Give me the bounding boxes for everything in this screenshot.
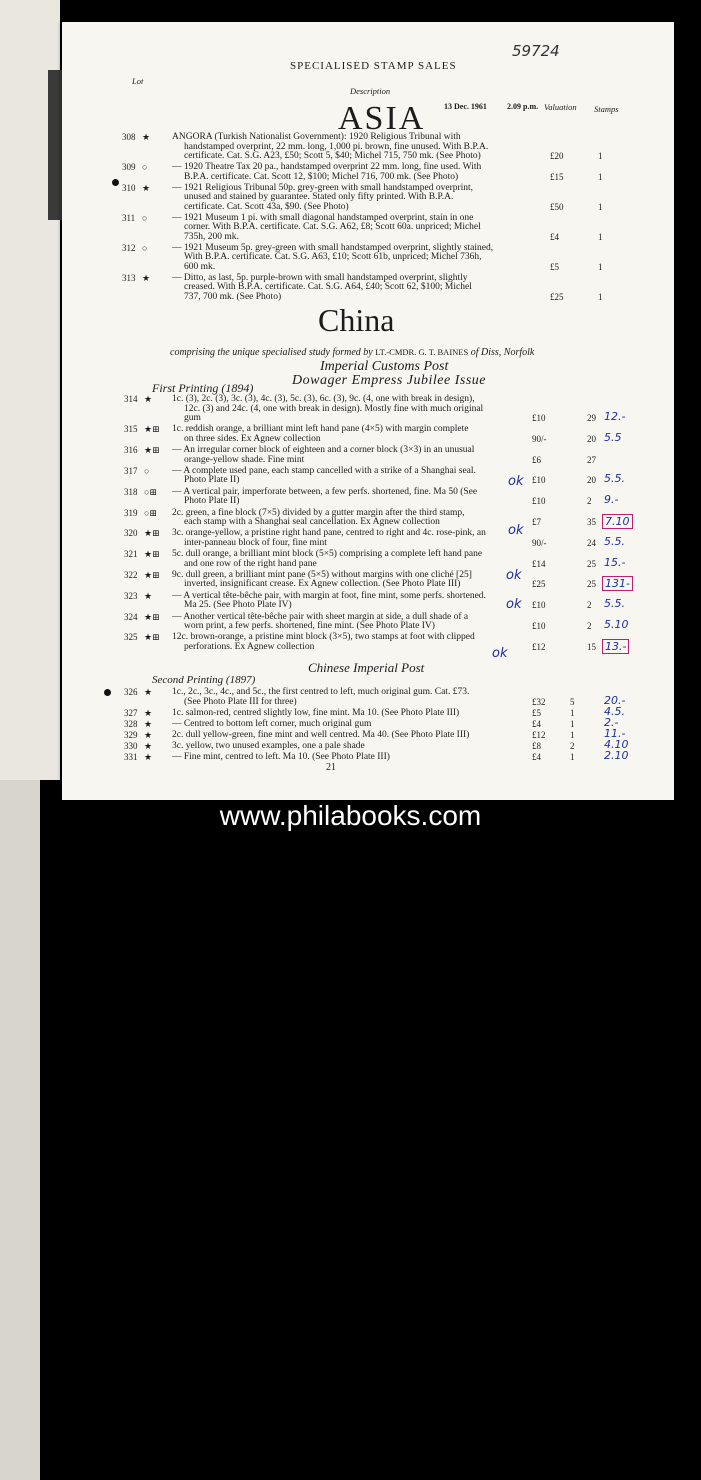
lot-stamps-count: 24	[587, 537, 596, 548]
column-description: Description	[350, 86, 391, 96]
lot-valuation: 90/-	[532, 433, 547, 444]
section-second-printing: Second Printing (1897)	[152, 674, 256, 686]
lot-number: 313	[122, 272, 136, 283]
condition-symbol: ★	[142, 132, 151, 142]
lot-description-line: 5c. dull orange, a brilliant mint block (5×5) comprising a complete left hand pane	[172, 549, 483, 560]
lot-description-line: B.P.A. certificate. Cat. Scott 12, $100; Michel 716, 700 mk. (See Photo)	[184, 171, 459, 182]
lot-number: 324	[124, 611, 138, 622]
lot-description-line: 1c. salmon-red, centred slightly low, fine mint. Ma 10. (See Photo Plate III)	[172, 707, 460, 718]
lot-description-line: inter-panneau block of four, fine mint	[184, 537, 327, 548]
lot-number: 323	[124, 590, 138, 601]
lot-number: 310	[122, 182, 136, 193]
lot-stamps-count: 1	[598, 231, 603, 242]
condition-symbol: ○⊞	[144, 486, 157, 497]
lot-valuation: £10	[532, 621, 546, 631]
lot-valuation: £5	[550, 261, 559, 272]
lot-stamps-count: 15	[587, 641, 596, 652]
lot-description-line: — 1921 Museum 5p. grey-green with small handstamped overprint, slightly stained,	[172, 242, 494, 253]
condition-symbol: ★	[144, 687, 153, 697]
sale-time: 2.09 p.m.	[507, 102, 539, 111]
condition-symbol: ★	[144, 707, 153, 718]
lot-description-line: 9c. dull green, a brilliant mint pane (5×5) without margins with one cliché [25]	[172, 569, 472, 580]
lot-stamps-count: 29	[587, 413, 596, 423]
condition-symbol: ○	[142, 212, 148, 223]
handwritten-ok: ok	[508, 523, 524, 538]
lot-valuation: £12	[532, 729, 546, 740]
lot-valuation: £10	[532, 600, 546, 611]
lot-description-line: 1c. reddish orange, a brilliant mint left hand pane (4×5) with margin complete	[172, 424, 469, 435]
condition-symbol: ★⊞	[144, 611, 160, 622]
sale-date: 13 Dec. 1961	[444, 102, 487, 111]
lot-description-line: worn print, a few perfs. shortened, fine mint. (See Photo Plate IV)	[184, 621, 435, 631]
handwritten-price: 4.10	[604, 737, 629, 751]
lot-description-line: ANGORA (Turkish Nationalist Government): 1920 Religious Tribunal with	[172, 132, 461, 142]
lot-description-line: certificate. Cat. S.G. A23, £50; Scott 5, $40; Michel 715, 750 mk. (See Photo)	[184, 151, 481, 161]
lot-description-line: — 1921 Museum 1 pi. with small diagonal handstamped overprint, stain in one	[172, 212, 474, 223]
handwritten-price: 15.-	[604, 555, 626, 569]
lot-valuation: £25	[532, 579, 546, 590]
china-subtitle-name: LT.-CMDR. G. T. BAINES	[375, 347, 469, 357]
lot-stamps-count: 27	[587, 454, 596, 465]
lot-stamps-count: 1	[570, 729, 575, 740]
handwritten-price: 7.10	[602, 514, 633, 529]
lot-valuation: £32	[532, 696, 546, 707]
lot-valuation: £8	[532, 740, 541, 751]
china-subtitle	[170, 347, 534, 358]
condition-symbol: ★	[144, 729, 153, 740]
lot-description-line: corner. With B.P.A. certificate. Cat. S.G. A62, £8; Scott 60a. unpriced; Michel	[184, 222, 481, 232]
lot-description-line: Ma 25. (See Photo Plate IV)	[184, 600, 292, 611]
lot-stamps-count: 1	[570, 718, 575, 729]
lot-stamps-count: 20	[587, 433, 596, 444]
handwritten-number: 59724	[512, 42, 560, 60]
lot-valuation: £20	[550, 151, 564, 161]
lot-number: 328	[124, 718, 138, 729]
china-subtitle-text: comprising the unique specialised study formed by	[170, 347, 373, 358]
lot-description-line: — Fine mint, centred to left. Ma 10. (See Photo Plate III)	[172, 751, 390, 762]
lot-stamps-count: 1	[598, 171, 603, 182]
lot-stamps-count: 1	[598, 151, 603, 161]
condition-symbol: ★	[144, 590, 153, 601]
lot-valuation: £10	[532, 413, 546, 423]
condition-symbol: ★	[144, 740, 153, 751]
lot-description-line: gum	[184, 413, 201, 423]
lot-stamps-count: 2	[587, 621, 592, 631]
lot-stamps-count: 2	[570, 740, 575, 751]
lot-number: 325	[124, 632, 138, 643]
lot-number: 326	[124, 687, 138, 697]
lot-number: 316	[124, 445, 138, 456]
handwritten-price: 5.5.	[604, 472, 625, 486]
handwritten-price: 5.10	[604, 618, 629, 631]
condition-symbol: ★⊞	[144, 632, 160, 643]
lot-valuation: £7	[532, 517, 541, 527]
condition-symbol: ★⊞	[144, 528, 160, 539]
lot-description-line: — Another vertical tête-bêche pair with sheet margin at side, a dull shade of a	[172, 611, 469, 622]
lot-valuation: £25	[550, 291, 564, 302]
lot-description-line: orange-yellow shade. Fine mint	[184, 454, 305, 465]
lot-description-line: Photo Plate II)	[184, 496, 240, 507]
lot-valuation: £4	[532, 718, 541, 729]
column-stamps: Stamps	[594, 104, 619, 114]
lot-number: 327	[124, 707, 138, 718]
section-dowager-jubilee: Dowager Empress Jubilee Issue	[292, 373, 487, 388]
lot-description-line: and one row of the right hand pane	[184, 558, 317, 569]
condition-symbol: ★⊞	[144, 549, 160, 560]
lot-description-line: each stamp with a Shanghai seal cancellation. Ex Agnew collection	[184, 517, 440, 527]
lot-valuation: £15	[550, 171, 564, 182]
section-imperial-customs: Imperial Customs Post	[320, 359, 449, 374]
lot-description-line: 2c. green, a fine block (7×5) divided by a gutter margin after the third stamp,	[172, 507, 465, 518]
lot-number: 312	[122, 242, 136, 253]
handwritten-price: 5.5.	[604, 597, 625, 611]
lot-number: 315	[124, 424, 138, 435]
lot-valuation: £5	[532, 707, 541, 718]
lot-number: 319	[124, 507, 138, 518]
lot-description-line: inverted, insignificant crease. Ex Agnew collection. (See Photo Plate III)	[184, 579, 461, 590]
column-valuation: Valuation	[544, 102, 577, 112]
china-subtitle-end: of Diss, Norfolk	[470, 347, 535, 358]
lot-description-line: 12c. (3) and 24c. (4, one with break in design). Mostly fine with much original	[184, 403, 484, 414]
lot-description-line: 3c. orange-yellow, a pristine right hand pane, centred to right and 4c. rose-pink, an	[172, 528, 486, 539]
lot-number: 317	[124, 465, 138, 476]
lot-number: 320	[124, 528, 138, 539]
lot-valuation: £14	[532, 558, 546, 569]
lot-description-line: 2c. dull yellow-green, fine mint and well centred. Ma 40. (See Photo Plate III)	[172, 729, 470, 740]
lot-marker-dot	[104, 689, 111, 696]
lot-description-line: Photo Plate II)	[184, 475, 240, 486]
underlying-sheet-shadow	[0, 780, 40, 1480]
watermark-text: www.philabooks.com	[219, 800, 482, 831]
condition-symbol: ★⊞	[144, 424, 160, 435]
lot-number: 311	[122, 212, 136, 223]
lot-stamps-count: 1	[598, 261, 603, 272]
heading-china: China	[318, 302, 395, 338]
lot-description-line: 3c. yellow, two unused examples, one a pale shade	[172, 740, 365, 751]
lot-description-line: 12c. brown-orange, a pristine mint block (3×5), two stamps at foot with clipped	[172, 632, 475, 643]
lot-stamps-count: 25	[587, 579, 596, 590]
lot-valuation: £6	[532, 454, 541, 465]
page-header-title: SPECIALISED STAMP SALES	[290, 60, 457, 72]
lot-description-line: on three sides. Ex Agnew collection	[184, 433, 321, 444]
heading-asia: ASIA	[338, 100, 426, 137]
lot-number: 321	[124, 549, 138, 560]
lot-description-line: perforations. Ex Agnew collection	[184, 641, 315, 652]
lot-description-line: 735h, 200 mk.	[184, 231, 239, 242]
lot-description-line: 1c. (3), 2c. (3), 3c. (3), 4c. (3), 5c. (3), 6c. (3), 9c. (4, one with break in design),	[172, 394, 475, 404]
lot-valuation: £50	[550, 201, 564, 212]
handwritten-price: 2.10	[604, 748, 629, 762]
handwritten-ok: ok	[492, 646, 508, 661]
lot-description-line: — Ditto, as last, 5p. purple-brown with small handstamped overprint, slightly	[172, 272, 468, 283]
lot-description-line: 600 mk.	[184, 261, 216, 272]
lot-description-line: 1c., 2c., 3c., 4c., and 5c., the first centred to left, much original gum. Cat. £73.	[172, 687, 470, 697]
lot-stamps-count: 1	[598, 291, 603, 302]
lot-description-line: creased. With B.P.A. certificate. Cat. S.G. A64, £40; Scott 62, $100; Michel	[184, 282, 472, 292]
lot-description-line: unused and stained by guarantee. Stated only fifty printed. With B.P.A.	[184, 192, 454, 202]
condition-symbol: ★⊞	[144, 445, 160, 456]
handwritten-price: 4.5.	[604, 704, 625, 718]
lot-description-line: (See Photo Plate III for three)	[184, 696, 297, 707]
lot-description-line: — A vertical tête-bêche pair, with margin at foot, fine mint, some perfs. shortened.	[172, 590, 486, 601]
lot-stamps-count: 25	[587, 558, 596, 569]
handwritten-ok: ok	[506, 597, 522, 612]
handwritten-price: 13.-	[602, 639, 629, 654]
lot-valuation: £10	[532, 475, 546, 486]
lot-description-line: — A complete used pane, each stamp cancelled with a strike of a Shanghai seal.	[172, 465, 476, 476]
lot-number: 318	[124, 486, 138, 497]
handwritten-price: 12.-	[604, 410, 626, 423]
lot-valuation: £4	[532, 751, 541, 762]
lot-valuation: 90/-	[532, 537, 547, 548]
lot-description-line: handstamped overprint, 22 mm. long, 1,000 pi. brown, fine unused. With B.P.A.	[184, 141, 489, 152]
page-number: 21	[326, 762, 336, 773]
lot-stamps-count: 2	[587, 496, 592, 507]
lot-valuation: £4	[550, 231, 559, 242]
handwritten-price: 131-	[602, 576, 633, 591]
lot-number: 314	[124, 394, 138, 404]
condition-symbol: ★	[144, 718, 153, 729]
condition-symbol: ○	[144, 465, 150, 476]
lot-valuation: £10	[532, 496, 546, 507]
lot-number: 309	[122, 162, 136, 172]
condition-symbol: ★⊞	[144, 569, 160, 580]
lot-number: 322	[124, 569, 138, 580]
lot-number: 330	[124, 740, 138, 751]
lot-stamps-count: 20	[587, 475, 596, 486]
lot-description-line: — 1920 Theatre Tax 20 pa., handstamped overprint 22 mm. long, fine used. With	[172, 162, 482, 172]
condition-symbol: ○	[142, 162, 148, 172]
lot-description-line: 737, 700 mk. (See Photo)	[184, 291, 282, 302]
lot-stamps-count: 1	[570, 707, 575, 718]
handwritten-price: 11.-	[604, 726, 626, 740]
lot-description-line: — Centred to bottom left corner, much original gum	[172, 718, 372, 729]
lot-stamps-count: 5	[570, 696, 575, 707]
lot-stamps-count: 2	[587, 600, 592, 611]
handwritten-ok: ok	[508, 474, 524, 489]
lot-number: 329	[124, 729, 138, 740]
section-first-printing: First Printing (1894)	[152, 381, 254, 395]
lot-stamps-count: 1	[570, 751, 575, 762]
handwritten-price: 5.5	[604, 430, 622, 444]
lot-number: 308	[122, 132, 136, 142]
condition-symbol: ★	[144, 394, 153, 404]
condition-symbol: ○	[142, 242, 148, 253]
section-chinese-imperial-post: Chinese Imperial Post	[308, 660, 425, 675]
lot-stamps-count: 35	[587, 517, 596, 527]
lot-stamps-count: 1	[598, 201, 603, 212]
lot-number: 331	[124, 751, 138, 762]
condition-symbol: ★	[142, 182, 151, 193]
handwritten-ok: ok	[506, 568, 522, 583]
handwritten-price: 2.-	[604, 715, 619, 729]
lot-description-line: — 1921 Religious Tribunal 50p. grey-green with small handstamped overprint,	[172, 182, 474, 193]
lot-description-line: With B.P.A. certificate. Cat. S.G. A63, £10; Scott 61b, unpriced; Michel 736h,	[184, 252, 482, 262]
condition-symbol: ★	[144, 751, 153, 762]
handwritten-price: 9.-	[604, 493, 619, 507]
handwritten-price: 20.-	[604, 693, 626, 707]
handwritten-price: 5.5.	[604, 534, 625, 548]
lot-marker-dot	[112, 179, 119, 186]
lot-description-line: — A vertical pair, imperforate between, a few perfs. shortened, fine. Ma 50 (See	[172, 486, 478, 497]
catalogue-page	[62, 22, 674, 800]
condition-symbol: ★	[142, 272, 151, 283]
lot-description-line: certificate. Cat. Scott 43a, $90. (See Photo)	[184, 201, 349, 212]
lot-description-line: — An irregular corner block of eighteen and a corner block (3×3) in an unusual	[172, 445, 475, 456]
column-lot: Lot	[132, 76, 144, 86]
condition-symbol: ○⊞	[144, 507, 157, 518]
lot-valuation: £12	[532, 641, 546, 652]
